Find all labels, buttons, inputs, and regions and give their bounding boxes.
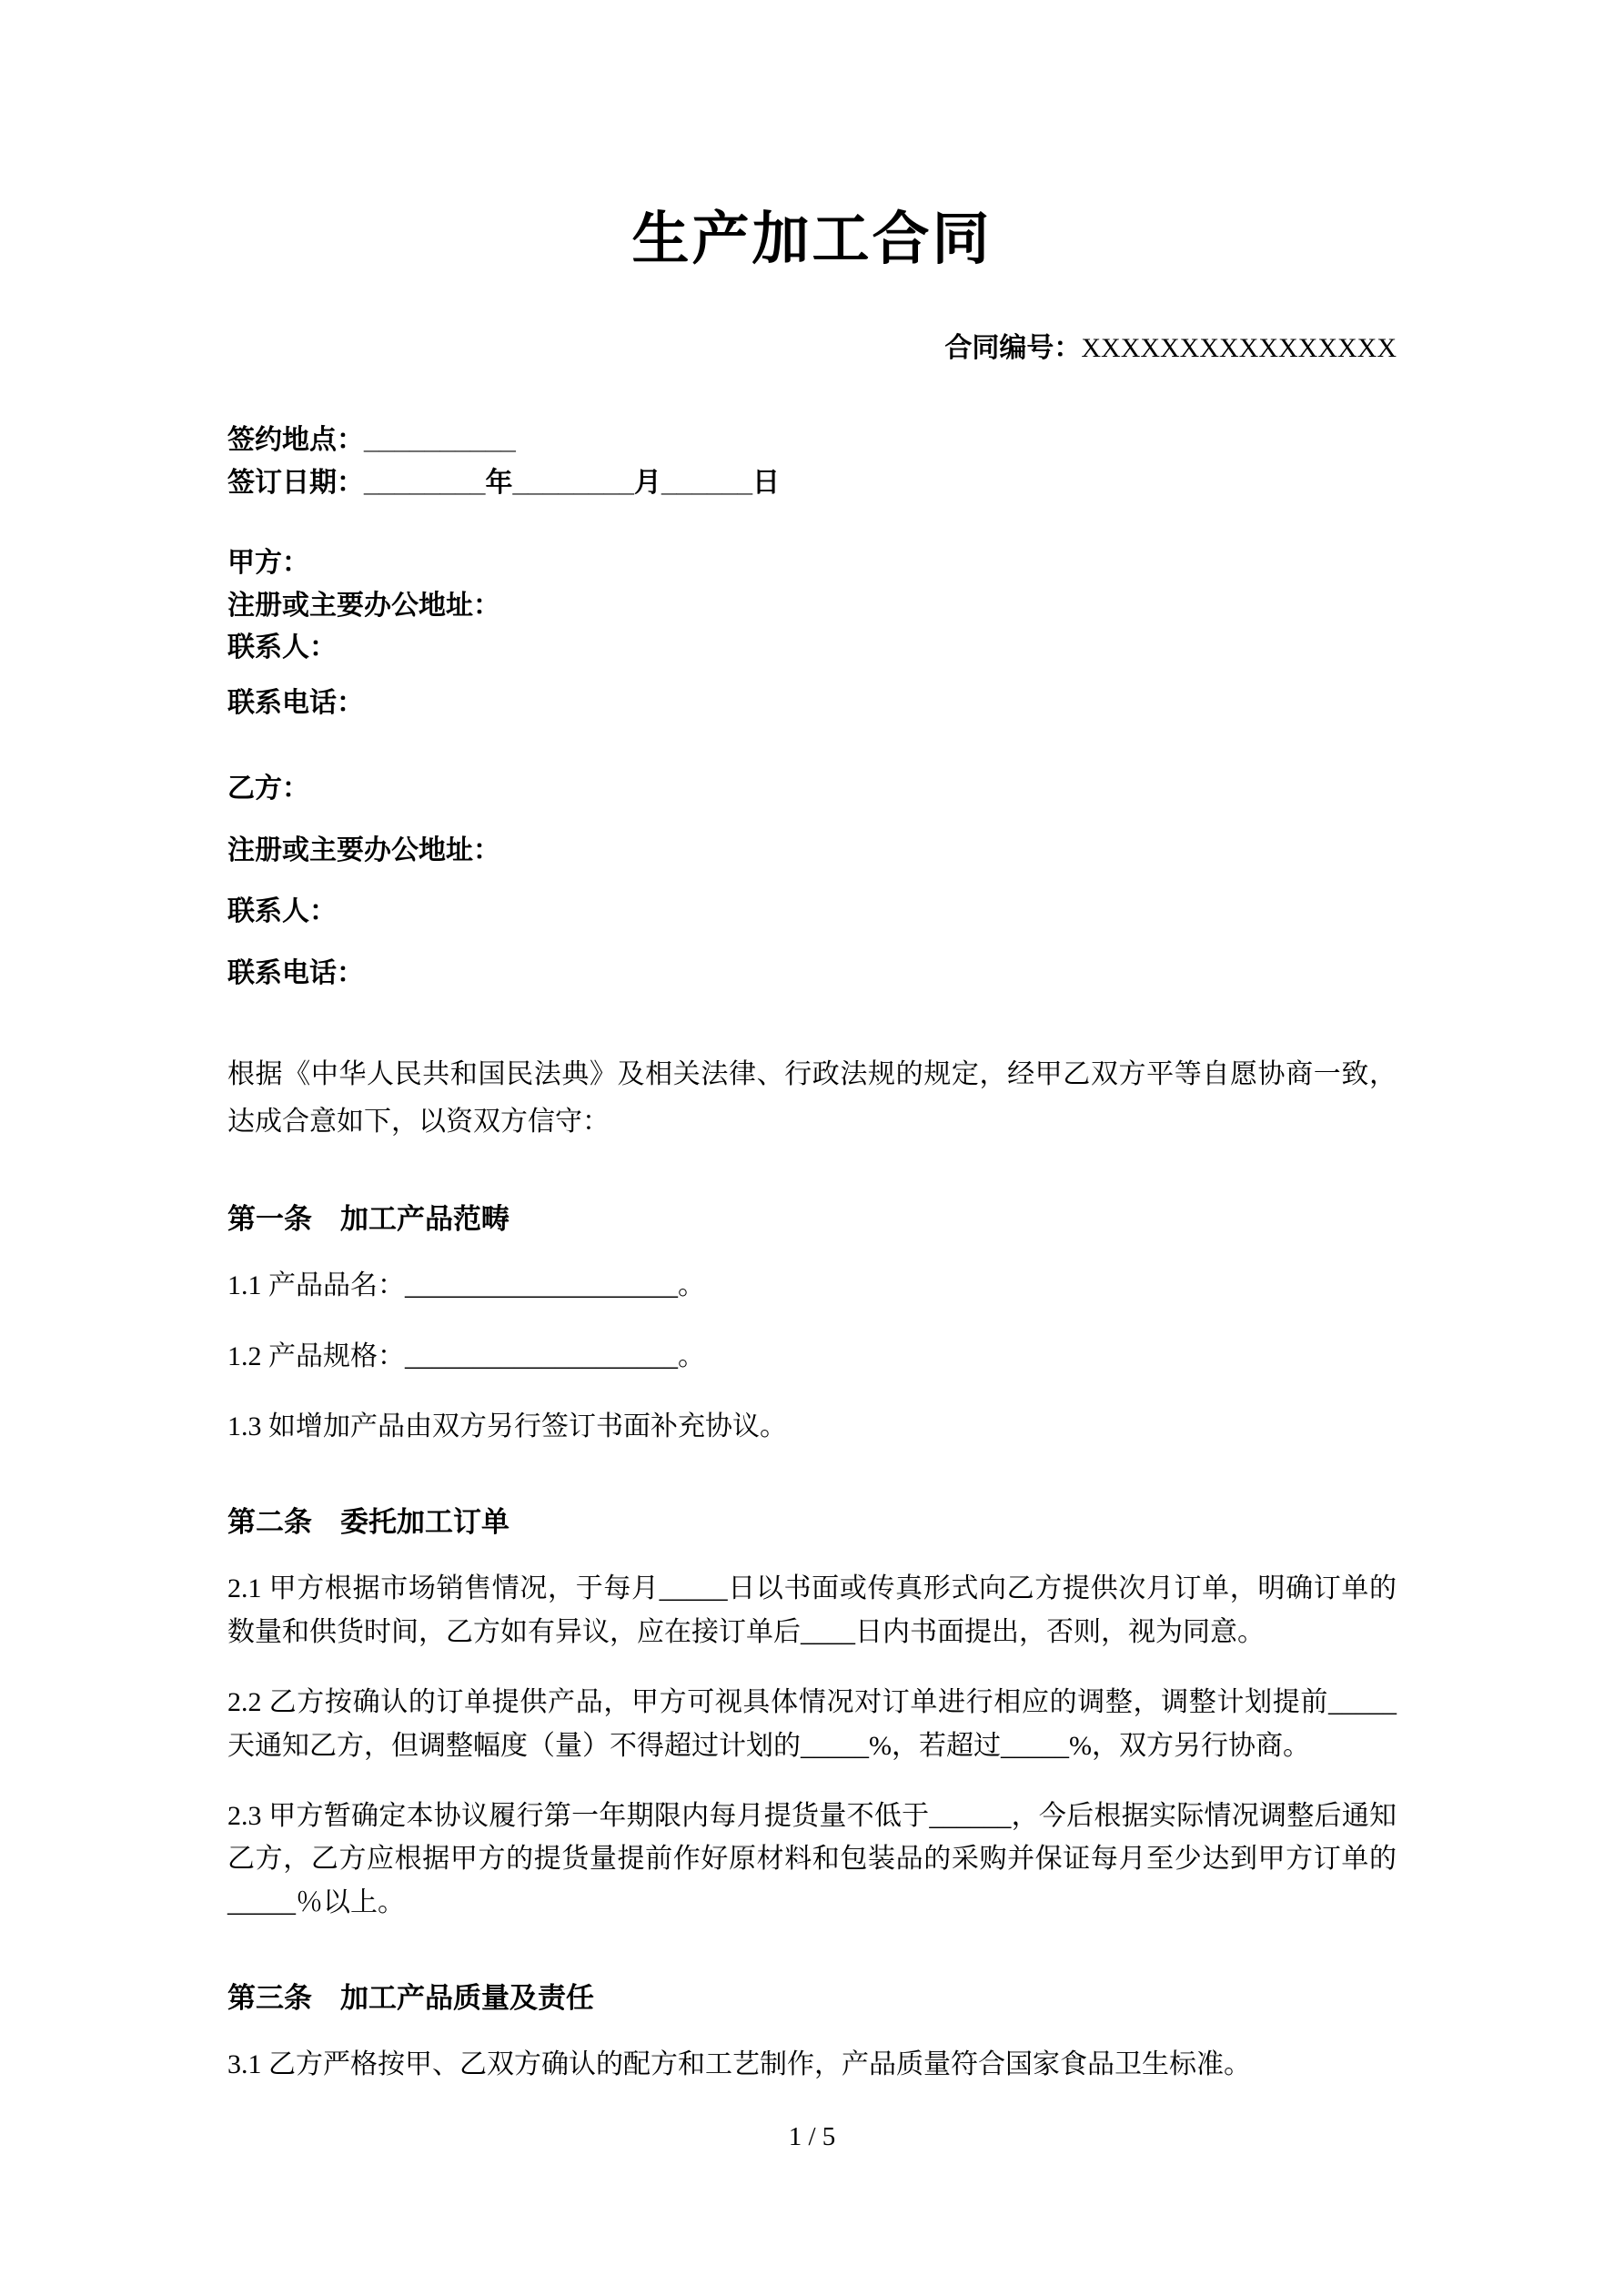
preamble-paragraph: 根据《中华人民共和国民法典》及相关法律、行政法规的规定，经甲乙双方平等自愿协商一致，达成合意如下，以资双方信守：: [227, 1059, 1397, 1137]
party-b-block: [227, 768, 1397, 995]
clause-1-1: 1.1 产品品名：____________________。: [227, 1270, 705, 1301]
party-a-address-line: 注册或主要办公地址：: [227, 590, 500, 621]
section-3-heading: 第三条 加工产品质量及责任: [227, 1982, 594, 2015]
party-a-name-line: 甲方：: [227, 548, 309, 578]
clause-2-2: 2.2 乙方按确认的订单提供产品，甲方可视具体情况对订单进行相应的调整，调整计划提前_____天通知乙方，但调整幅度（量）不得超过计划的_____%，若超过_____%，双方另行协商。: [227, 1687, 1397, 1761]
clause-1-2: 1.2 产品规格：____________________。: [227, 1340, 705, 1371]
signing-meta-block: [227, 420, 1397, 504]
party-b-contact-line: 联系人：: [227, 896, 337, 926]
party-b-name-line: 乙方：: [227, 774, 309, 804]
sign-place-line: 签约地点：__________: [227, 425, 516, 455]
clause-1-3: 1.3 如增加产品由双方另行签订书面补充协议。: [227, 1411, 787, 1441]
sign-date-line: 签订日期：________年________月______日: [227, 467, 781, 498]
party-a-contact-line: 联系人：: [227, 632, 337, 663]
clause-2-1: 2.1 甲方根据市场销售情况，于每月_____日以书面或传真形式向乙方提供次月订单，明确订单的数量和供货时间，乙方如有异议，应在接订单后____日内书面提出，否则，视为同意。: [227, 1573, 1397, 1647]
section-1-heading: 第一条 加工产品范畴: [227, 1203, 509, 1236]
section-2-heading: 第二条 委托加工订单: [227, 1506, 509, 1539]
contract-number-value: XXXXXXXXXXXXXXXX: [1081, 333, 1397, 363]
party-a-block: [227, 542, 1397, 724]
contract-number-label: 合同编号：: [944, 333, 1082, 363]
clause-2-3: 2.3 甲方暂确定本协议履行第一年期限内每月提货量不低于______，今后根据实际情况调整后通知乙方，乙方应根据甲方的提货量提前作好原材料和包装品的采购并保证每月至少达到甲方订单的_____％以上。: [227, 1800, 1397, 1917]
party-b-address-line: 注册或主要办公地址：: [227, 834, 500, 865]
document-title: 生产加工合同: [631, 207, 993, 271]
party-b-phone-line: 联系电话：: [227, 957, 364, 988]
contract-number-line: [227, 325, 1397, 365]
party-a-phone-line: 联系电话：: [227, 687, 364, 718]
clause-3-1: 3.1 乙方严格按甲、乙双方确认的配方和工艺制作，产品质量符合国家食品卫生标准。: [227, 2049, 1251, 2080]
page-number: 1 / 5: [788, 2122, 836, 2151]
